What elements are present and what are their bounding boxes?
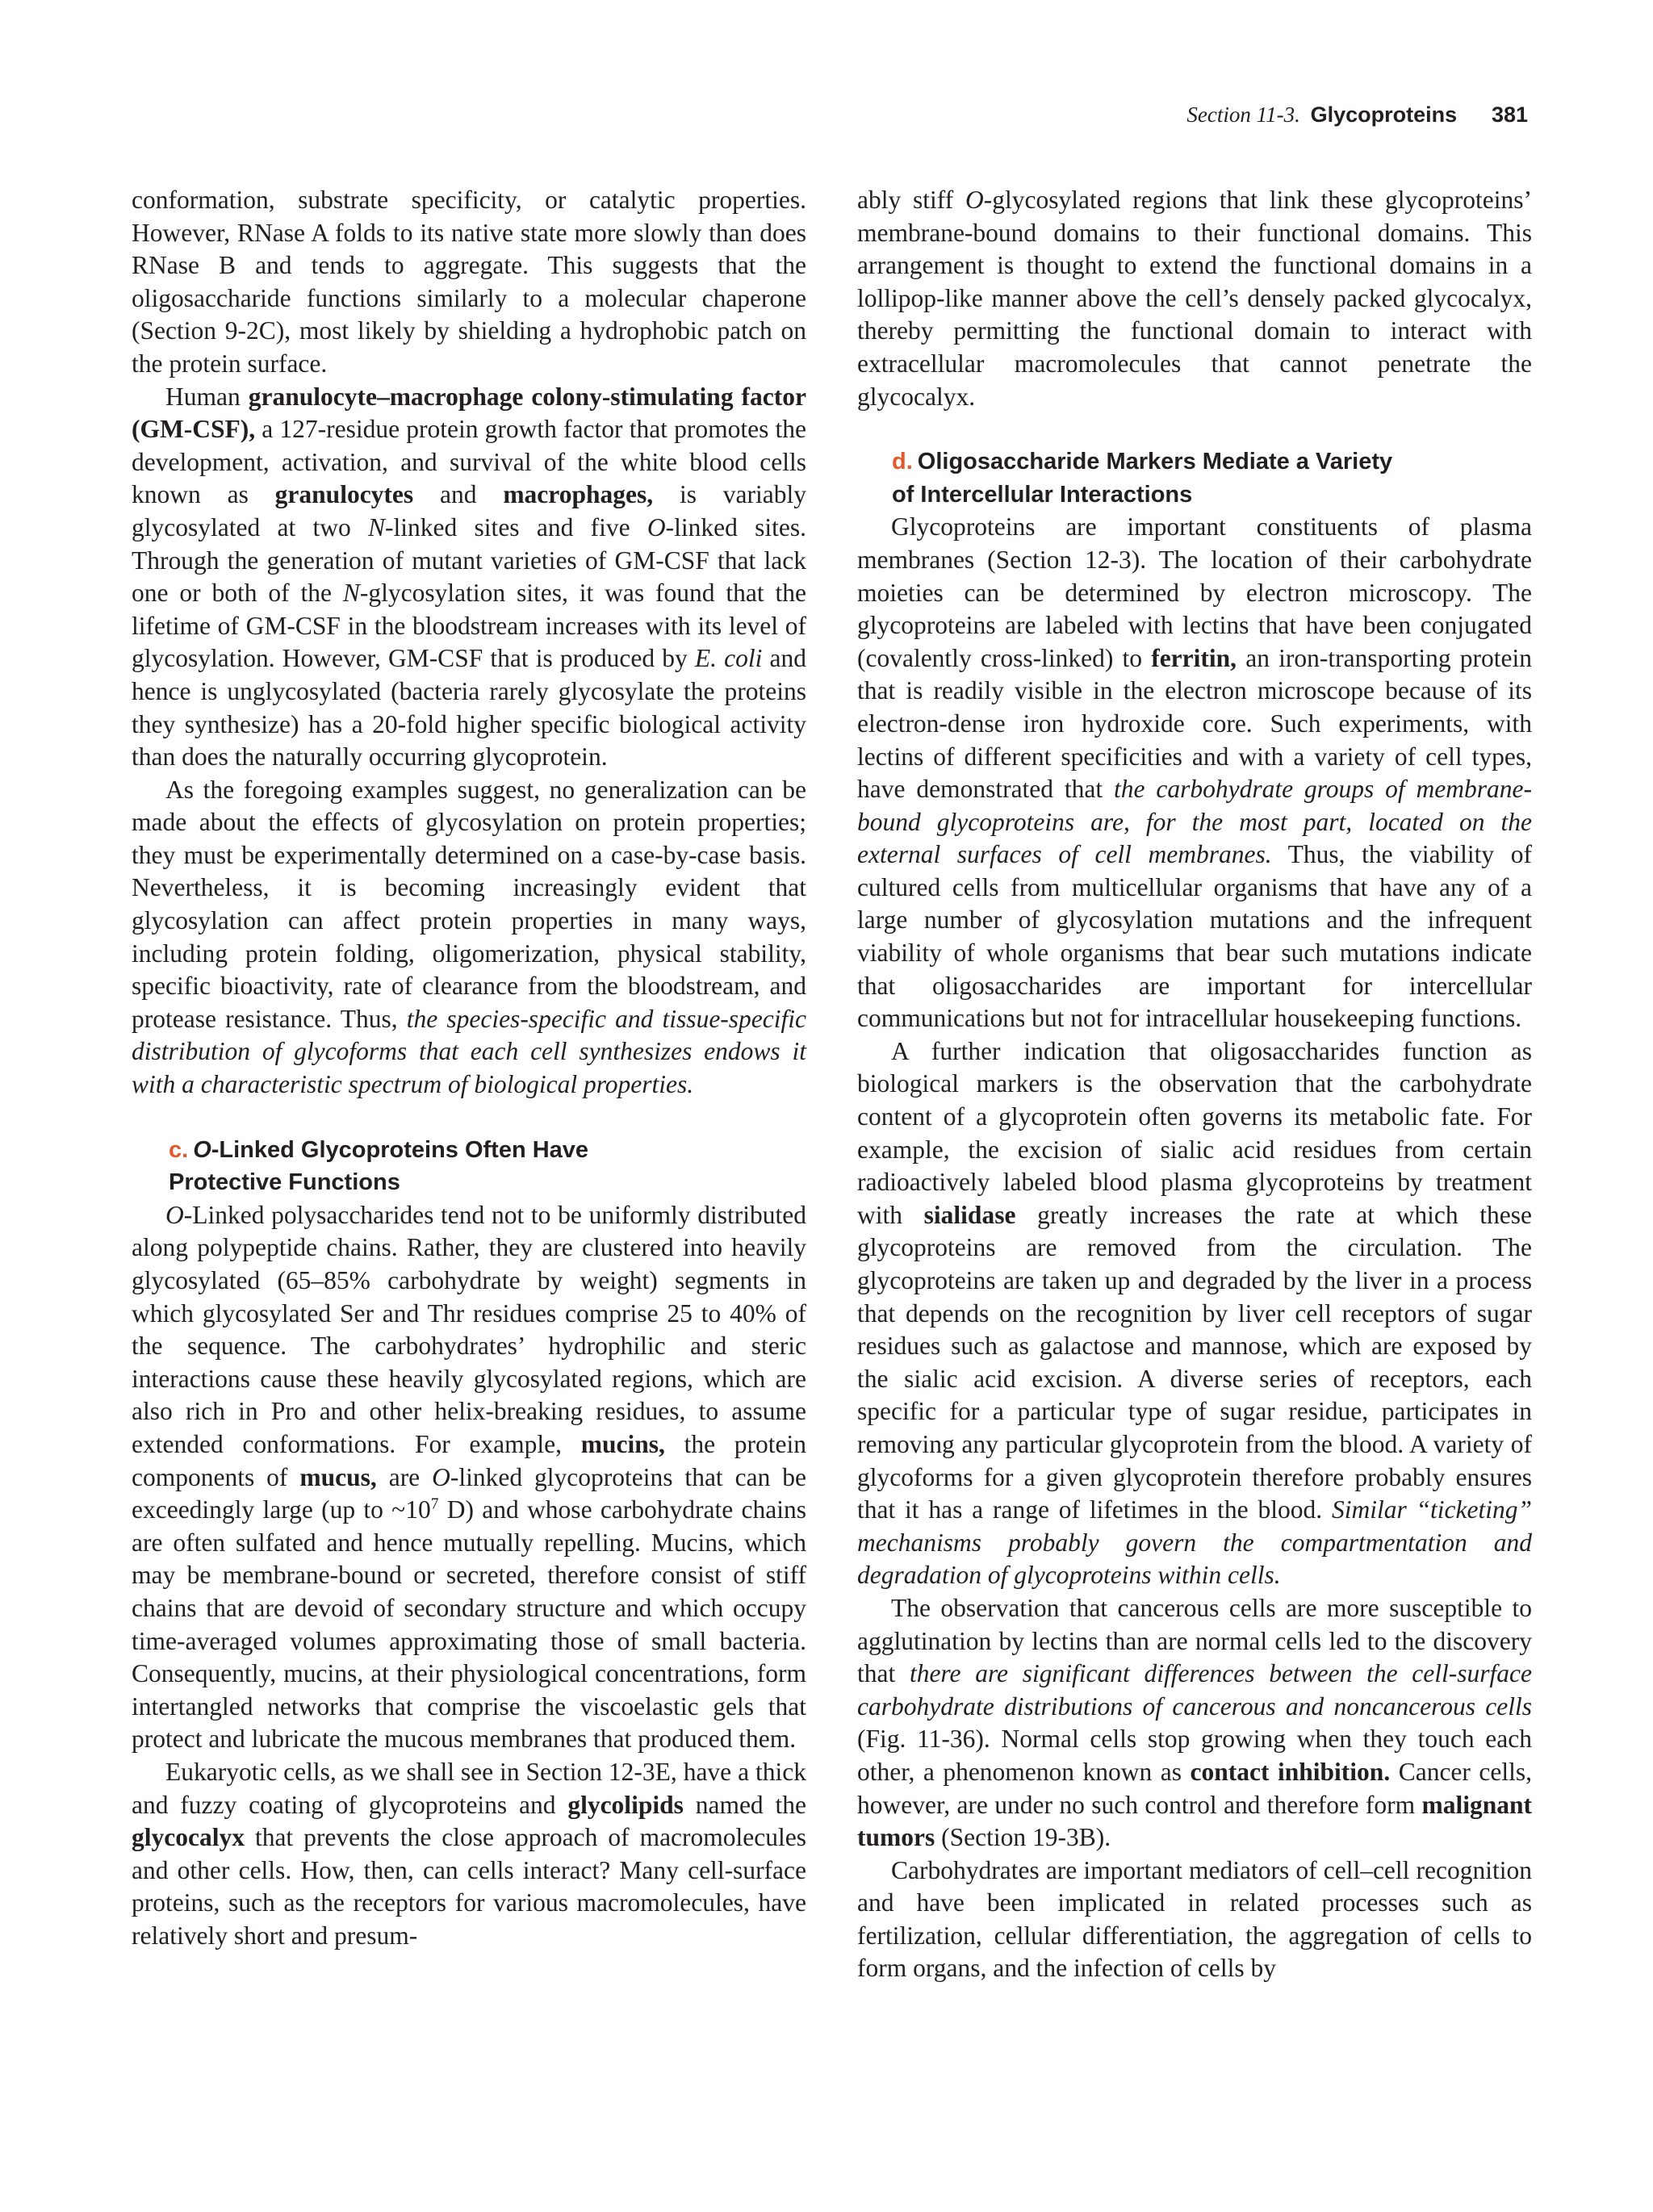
paragraph-continued: ably stiff O-glycosylated regions that link these glycoproteins’ membrane-bound domains to their functional domains. This arrangement is thought to extend the functional domains in a lollipop-like manner above the cell’s densely packed glycocalyx, thereby permitting the functional domain to interact with extracellular macromolecules that cannot penetrate the glycocalyx. <box>857 186 1532 411</box>
paragraph-cancer: The observation that cancerous cells are more susceptible to agglutination by lectins than are normal cells led to the discovery that there are significant differences between the cell-surface carbohydrate distributions of cancerous and noncancerous cells (Fig. 11-36). Normal cells stop growing when they touch each other, a phenomenon known as contact inhibition. Cancer cells, however, are under no such control and therefore form malignant tumors (Section 19-3B). <box>857 1593 1532 1852</box>
paragraph-recognition: Carbohydrates are important mediators of cell–cell recognition and have been implicated in related processes such as fertilization, cellular differentiation, the aggregation of cells to form organs, and the infection of cells by <box>857 1855 1532 1983</box>
italic-statement: Similar “ticketing” mechanisms probably govern the compartmentation and degradation of glycoproteins within cells. <box>857 1495 1533 1590</box>
header-title: Glycoproteins <box>1310 102 1458 127</box>
bold-term: malignant tumors <box>857 1790 1532 1852</box>
paragraph-markers: A further indication that oligosaccharides function as biological markers is the observation that the carbohydrate content of a glycoprotein often governs its metabolic fate. For example, the excision of sialic acid residues from certain radioactively labeled blood plasma glycoproteins by treatment with sialidase greatly increases the rate at which these glycoproteins are removed from the circulation. The glycoproteins are taken up and degraded by the liver in a process that depends on the recognition by liver cell receptors of sugar residues such as galactose and mannose, which are exposed by the sialic acid excision. A diverse series of receptors, each specific for a particular type of sugar residue, participates in removing any particular glycoprotein from the blood. A variety of glycoforms for a given glycoprotein therefore probably ensures that it has a range of lifetimes in the blood. Similar “ticketing” mechanisms probably govern the compartmentation and degradation of glycoproteins within cells. <box>857 1036 1533 1590</box>
paragraph: conformation, substrate specificity, or catalytic properties. However, RNase A folds to its native state more slowly than does RNase B and tends to aggregate. This suggests that the oligosaccharide functions similarly to a molecular chaperone (Section 9-2C), most likely by shielding a hydrophobic patch on the protein surface. <box>132 186 806 378</box>
bold-term: granulocytes <box>274 480 414 509</box>
italic-statement: there are significant differences between the cell-surface carbohydrate distributions of cancerous and noncancerous cells <box>857 1659 1532 1721</box>
italic-statement: the species-specific and tissue-specific distribution of glycoforms that each cell synthesizes endows it with a characteristic spectrum of biological properties. <box>132 1004 806 1099</box>
bold-term: glycocalyx <box>132 1823 245 1852</box>
italic-statement: the carbohydrate groups of membrane-bound glycoproteins are, for the most part, located on the external surfaces of cell membranes. <box>857 775 1532 869</box>
paragraph-glycocalyx: Eukaryotic cells, as we shall see in Section 12-3E, have a thick and fuzzy coating of glycoproteins and glycolipids named the glycocalyx that prevents the close approach of macromolecules and other cells. How, then, can cells interact? Many cell-surface proteins, such as the receptors for various macromolecules, have relatively short and presum- <box>132 1757 806 1950</box>
paragraph-gm-csf: Human granulocyte–macrophage colony-stimulating factor (GM-CSF), a 127-residue protein growth factor that promotes the development, activation, and survival of the white blood cells known as granulocytes and macrophages, is variably glycosylated at two N-linked sites and five O-linked sites. Through the generation of mutant varieties of GM-CSF that lack one or both of the N-glycosylation sites, it was found that the lifetime of GM-CSF in the bloodstream increases with its level of glycosylation. However, GM-CSF that is produced by E. coli and hence is unglycosylated (bacteria rarely glycosylate the proteins they synthesize) has a 20-fold higher specific biological activity than does the naturally occurring glycoprotein. <box>132 382 806 771</box>
bold-term: sialidase <box>923 1200 1016 1229</box>
running-header <box>1186 100 1528 129</box>
bold-term: granulocyte–macrophage colony-stimulating factor (GM-CSF), <box>132 382 806 444</box>
bold-term: mucins, <box>580 1429 665 1458</box>
section-heading-c: c. O-Linked Glycoproteins Often Have Protective Functions <box>169 1136 589 1196</box>
bold-term: glycolipids <box>567 1790 684 1819</box>
bold-term: contact inhibition. <box>1190 1757 1391 1786</box>
page-number: 381 <box>1491 102 1528 127</box>
section-heading-d: d. Oligosaccharide Markers Mediate a Variety of Intercellular Interactions <box>892 449 1393 508</box>
left-column <box>132 184 806 1952</box>
paragraph-generalization: As the foregoing examples suggest, no generalization can be made about the effects of glycosylation on protein properties; they must be experimentally determined on a case-by-case basis. Nevertheless, it is becoming increasingly evident that glycosylation can affect protein properties in many ways, including protein folding, oligomerization, physical stability, specific bioactivity, rate of clearance from the bloodstream, and protease resistance. Thus, the species-specific and tissue-specific distribution of glycoforms that each cell synthesizes endows it with a characteristic spectrum of biological properties. <box>132 775 806 1099</box>
right-column <box>857 184 1532 1985</box>
paragraph-mucins: O-Linked polysaccharides tend not to be uniformly distributed along polypeptide chains. Rather, they are clustered into heavily glycosylated (65–85% carbohydrate by weight) segments in which glycosylated Ser and Thr residues comprise 25 to 40% of the sequence. The carbohydrates’ hydrophilic and steric interactions cause these heavily glycosylated regions, which are also rich in Pro and other helix-breaking residues, to assume extended conformations. For example, mucins, the protein components of mucus, are O-linked glycoproteins that can be exceedingly large (up to $\sim 10^7$ D) and whose carbohydrate chains are often sulfated and hence mutually repelling. Mucins, which may be membrane-bound or secreted, therefore consist of stiff chains that are devoid of secondary structure and which occupy time-averaged volumes approximating those of small bacteria. Consequently, mucins, at their physiological concentrations, form intertangled networks that comprise the viscoelastic gels that protect and lubricate the mucous membranes that produced them. <box>132 1200 807 1754</box>
bold-term: macrophages, <box>503 480 654 509</box>
paragraph-membranes: Glycoproteins are important constituents of plasma membranes (Section 12-3). The location of their carbohydrate moieties can be determined by electron microscopy. The glycoproteins are labeled with lectins that have been conjugated (covalently cross-linked) to ferritin, an iron-transporting protein that is readily visible in the electron microscope because of its electron-dense iron hydroxide core. Such experiments, with lectins of different specificities and with a variety of cell types, have demonstrated that the carbohydrate groups of membrane-bound glycoproteins are, for the most part, located on the external surfaces of cell membranes. Thus, the viability of cultured cells from multicellular organisms that have any of a large number of glycosylation mutations and the infrequent viability of whole organisms that bear such mutations indicate that oligosaccharides are important for intercellular communications but not for intracellular housekeeping functions. <box>857 512 1532 1033</box>
header-section: Section 11-3. <box>1186 102 1300 127</box>
bold-term: mucus, <box>299 1462 377 1491</box>
bold-term: ferritin, <box>1151 643 1237 672</box>
